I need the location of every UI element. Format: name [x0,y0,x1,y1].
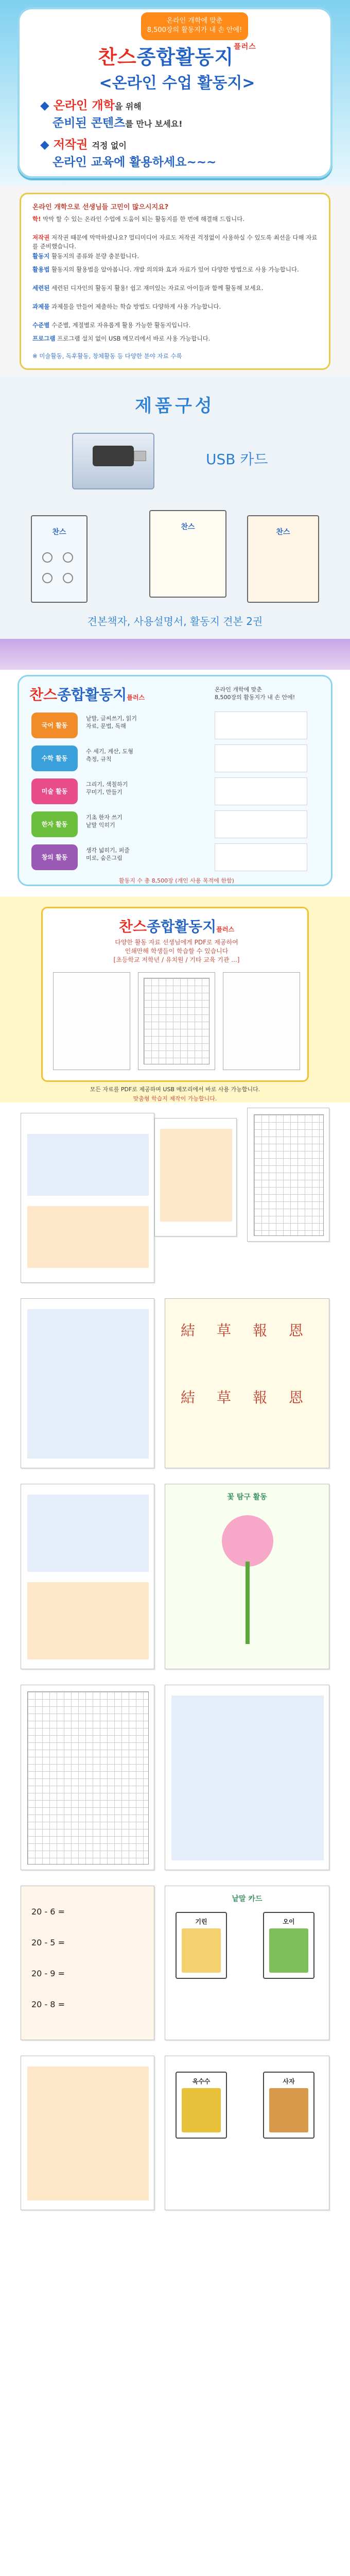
showcase-note: 모든 자료를 PDF로 제공하며 USB 메모리에서 바로 사용 가능합니다. [90,1086,260,1093]
book-title: 찬스 [181,523,195,531]
sample-sheet [154,1118,237,1236]
hanja-char: 草 [217,1322,232,1339]
showcase-title: 찬스종합활동지플러스 [118,918,235,935]
hero-card [18,7,332,178]
category-preview [215,843,307,871]
hero-banner [0,0,350,185]
sample-sheet-thumb [223,972,300,1070]
hero-line-1: ◆ 온라인 개학을 위해 [40,99,142,112]
word-card: 오이 [263,1912,314,1979]
hanja-char: 恩 [289,1322,304,1339]
hero-bubble-text: 온라인 개학에 맞춘 8,500장의 활동지가 내 손 안에! [147,17,242,34]
category-korean: 국어 활동 [31,713,78,738]
hero-line1-highlight: 온라인 개학 [53,99,115,112]
hero-line2-text: 를 만나 보세요! [125,119,183,129]
category-art: 미술 활동 [31,778,78,804]
category-hanja: 한자 활동 [31,811,78,837]
overview-card [18,675,332,886]
intro-item: 학! 막막 할 수 있는 온라인 수업에 도움이 되는 활동지를 한 번에 해결해 드립니다. [32,215,244,223]
hero-line-2 [40,115,318,132]
word-card-sheet [165,1886,329,2040]
word-card: 기린 [176,1912,227,1979]
hero-subtitle: <온라인 수업 활동지> [99,74,255,92]
intro-question: 온라인 개학으로 선생님들 고민이 많으시지요? [32,204,169,211]
sample-book-3 [247,515,319,603]
hero-title-main: 찬스 [98,46,137,69]
hero-line3-text: 걱정 없이 [92,141,127,150]
intro-section [0,185,350,376]
math-sheet [21,1886,154,2040]
hanja-char: 報 [253,1322,268,1339]
sample-sheet [21,1685,154,1870]
flower-icon [222,1515,273,1567]
sample-sheet-thumb [138,972,215,1070]
sample-sheet [165,1685,329,1870]
showcase-note-2: 맞춤형 학습지 제작이 가능합니다. [133,1095,217,1102]
sample-sheet [21,1113,154,1283]
usb-label: USB 카드 [206,451,268,468]
sample-sheet [21,2056,154,2210]
hero-line1-text: 을 위해 [114,101,142,111]
word-card: 옥수수 [176,2072,227,2139]
book-title: 찬스 [276,528,290,536]
math-row: 20 - 9 = [31,1969,65,1978]
hero-line2-highlight: 준비된 콘텐츠 [52,116,126,130]
word-card-sheet-2 [165,2056,329,2210]
showcase-subtitle: 다양한 활동 자료 선생님에게 PDF로 제공하여 인쇄만해 학생들이 학습할 수 있습니다 [초등학교 저학년 / 유치원 / 기타 교육 기관 ...] [113,939,240,963]
intro-item: 세련된 세련된 디자인의 활동지 활용! 쉽고 재미있는 자료로 아이들과 함께 활동해 보세요. [32,284,264,292]
word-card-title: 낱말 카드 [232,1895,262,1903]
hero-title [20,41,335,70]
category-desc: 생각 넓히기, 퍼즐 미로, 숨은그림 [86,847,130,861]
composition-title: 제품구성 [135,396,215,416]
sample-sheet [21,1298,154,1468]
hero-line-3: ◆ 저작권 걱정 없이 [40,138,127,151]
intro-item: 수준별 수준별, 계절별로 자유롭게 활용 가능한 활동지입니다. [32,321,190,329]
category-math: 수학 활동 [31,745,78,771]
intro-footer: ※ 미술활동, 독후활동, 창체활동 등 다양한 분야 자료 수록 [32,352,182,360]
showcase-card [41,907,309,1082]
intro-item: 프로그램 프로그램 설치 없이 USB 메모리에서 바로 사용 가능합니다. [32,335,211,342]
hanja-char: 結 [181,1322,196,1339]
sample-sheet-thumb [53,972,130,1070]
intro-item: 활동지 활동지의 종류와 분량 충분합니다. [32,252,139,260]
category-preview [215,744,307,772]
overview-title: 찬스종합활동지플러스 [29,686,145,703]
composition-caption: 견본책자, 사용설명서, 활동지 견본 2권 [87,615,263,628]
math-row: 20 - 6 = [31,1907,65,1917]
hero-line4-text: 온라인 교육에 활용하세요~~~ [52,156,217,169]
section-divider [0,639,350,670]
intro-item: 과제물 과제물을 만들어 제출하는 학습 방법도 다양하게 사용 가능합니다. [32,303,221,310]
overview-bubble: 온라인 개학에 맞춘 8,500장의 활동지가 내 손 안에! [215,686,295,701]
hero-title-rest: 종합활동지 [136,46,234,69]
math-row: 20 - 5 = [31,1938,65,1947]
book-title: 찬스 [52,528,66,536]
category-preview [215,711,307,739]
usb-connector-icon [134,451,146,461]
hero-speech-bubble [141,12,248,40]
hanja-char: 報 [253,1389,268,1406]
category-preview [215,810,307,838]
hero-title-plus: 플러스 [234,43,256,51]
category-desc: 그리기, 색칠하기 꾸미기, 만들기 [86,781,128,795]
intro-item: 저작권 저작권 때문에 막막하셨나요? 멀티미디어 자료도 저작권 걱정없이 사용하실 수 있도록 최선을 다해 자료를 준비했습니다. [32,234,318,250]
category-preview [215,777,307,805]
sample-showcase [0,896,350,1103]
sample-book-1 [31,515,87,603]
category-desc: 수 세기, 계산, 도형 측정, 규칙 [86,748,133,762]
category-desc: 기초 한자 쓰기 낱말 익히기 [86,814,122,828]
word-card: 사자 [263,2072,314,2139]
overview-section [0,670,350,891]
flower-sheet-title: 꽃 탐구 활동 [227,1493,267,1501]
composition-section [0,376,350,639]
hanja-char: 結 [181,1389,196,1406]
stem-icon [246,1562,250,1644]
sample-sheet [247,1108,329,1242]
hanja-char: 草 [217,1389,232,1406]
sample-gallery [0,1103,350,2576]
flower-sheet [165,1484,329,1669]
hero-line3-highlight: 저작권 [53,138,88,151]
sample-sheet [21,1484,154,1669]
intro-item: 활용법 활동지의 활용법을 알아봅니다. 개발 의의와 효과 자료가 있어 다양한 방법으로 사용 가능합니다. [32,266,299,273]
usb-stick-icon [93,446,134,466]
category-desc: 낱말, 글씨쓰기, 읽기 자료, 문법, 독해 [86,715,137,730]
hanja-char: 恩 [289,1389,304,1406]
intro-card [20,193,330,370]
hanja-sheet [165,1298,329,1468]
sample-book-2 [149,510,226,598]
overview-note: 활동지 수 총 8,500장 (개인 사용 목적에 한함) [119,877,234,884]
category-creative: 창의 활동 [31,844,78,870]
hero-line-4 [40,155,318,170]
math-row: 20 - 8 = [31,1999,65,2009]
